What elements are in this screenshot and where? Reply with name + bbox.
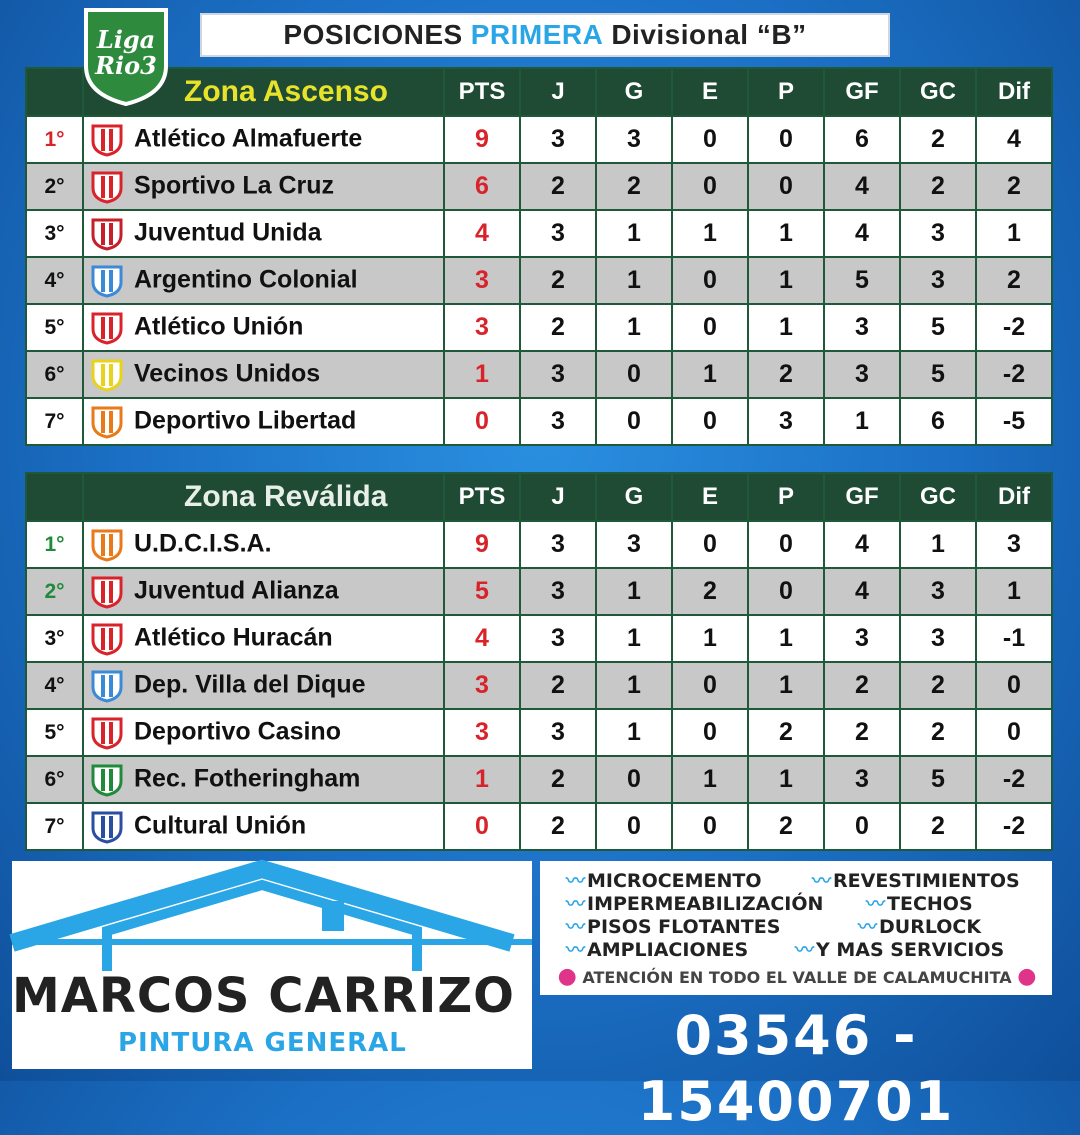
team-name: Deportivo Libertad bbox=[134, 406, 357, 435]
team-name: Sportivo La Cruz bbox=[134, 171, 335, 200]
team-name: Deportivo Casino bbox=[134, 717, 341, 746]
brush-icon: 〰 bbox=[566, 870, 586, 892]
goal-diff-cell: -5 bbox=[976, 398, 1052, 445]
pts-cell: 0 bbox=[444, 398, 520, 445]
col-p: P bbox=[748, 473, 824, 521]
played-cell: 3 bbox=[520, 210, 596, 257]
lost-cell: 3 bbox=[748, 398, 824, 445]
won-cell: 1 bbox=[596, 304, 672, 351]
goal-diff-cell: 2 bbox=[976, 257, 1052, 304]
table-row bbox=[26, 709, 1052, 756]
team-crest-icon bbox=[90, 405, 124, 439]
ad-phone-number: 03546 - 15400701 bbox=[637, 1004, 955, 1133]
position-cell: 7° bbox=[26, 398, 83, 445]
ad-business-name: MARCOS CARRIZO bbox=[12, 968, 515, 1024]
won-cell: 1 bbox=[596, 210, 672, 257]
won-cell: 1 bbox=[596, 257, 672, 304]
drawn-cell: 0 bbox=[672, 116, 748, 163]
team-name: Rec. Fotheringham bbox=[134, 764, 361, 793]
table-row bbox=[26, 257, 1052, 304]
pts-cell: 6 bbox=[444, 163, 520, 210]
col-j: J bbox=[520, 68, 596, 116]
ad-business-subtitle: PINTURA GENERAL bbox=[118, 1028, 407, 1058]
played-cell: 2 bbox=[520, 304, 596, 351]
col-gc: GC bbox=[900, 473, 976, 521]
zone-title: Zona Ascenso bbox=[83, 68, 444, 116]
table-row bbox=[26, 756, 1052, 803]
drawn-cell: 1 bbox=[672, 351, 748, 398]
goal-diff-cell: 2 bbox=[976, 163, 1052, 210]
position-cell: 1° bbox=[26, 521, 83, 568]
team-name: U.D.C.I.S.A. bbox=[134, 529, 272, 558]
lost-cell: 2 bbox=[748, 351, 824, 398]
service-item: 〰 Y MAS SERVICIOS bbox=[795, 939, 1005, 961]
won-cell: 0 bbox=[596, 351, 672, 398]
lost-cell: 2 bbox=[748, 709, 824, 756]
team-crest-icon bbox=[90, 528, 124, 562]
title-part1: POSICIONES bbox=[283, 19, 463, 50]
lost-cell: 1 bbox=[748, 257, 824, 304]
played-cell: 2 bbox=[520, 163, 596, 210]
played-cell: 2 bbox=[520, 756, 596, 803]
goal-diff-cell: -2 bbox=[976, 304, 1052, 351]
played-cell: 3 bbox=[520, 521, 596, 568]
brush-icon: 〰 bbox=[566, 916, 586, 938]
zone-title: Zona Reválida bbox=[83, 473, 444, 521]
service-item: 〰 REVESTIMIENTOS bbox=[812, 870, 1020, 892]
service-item: 〰 IMPERMEABILIZACIÓN bbox=[566, 893, 824, 915]
table-row bbox=[26, 163, 1052, 210]
table-row bbox=[26, 521, 1052, 568]
drawn-cell: 1 bbox=[672, 210, 748, 257]
goals-against-cell: 3 bbox=[900, 257, 976, 304]
team-cell bbox=[83, 398, 444, 445]
brush-icon: 〰 bbox=[795, 939, 815, 961]
goals-against-cell: 6 bbox=[900, 398, 976, 445]
pts-cell: 9 bbox=[444, 521, 520, 568]
lost-cell: 2 bbox=[748, 803, 824, 850]
lost-cell: 1 bbox=[748, 756, 824, 803]
pts-cell: 1 bbox=[444, 351, 520, 398]
goals-for-cell: 3 bbox=[824, 615, 900, 662]
goals-against-cell: 3 bbox=[900, 615, 976, 662]
col-dif: Dif bbox=[976, 473, 1052, 521]
goals-for-cell: 3 bbox=[824, 756, 900, 803]
pts-cell: 0 bbox=[444, 803, 520, 850]
played-cell: 2 bbox=[520, 662, 596, 709]
team-name: Juventud Unida bbox=[134, 218, 322, 247]
drawn-cell: 0 bbox=[672, 257, 748, 304]
goals-for-cell: 2 bbox=[824, 662, 900, 709]
lost-cell: 0 bbox=[748, 521, 824, 568]
goals-for-cell: 0 bbox=[824, 803, 900, 850]
lost-cell: 0 bbox=[748, 116, 824, 163]
table-row bbox=[26, 398, 1052, 445]
drawn-cell: 0 bbox=[672, 398, 748, 445]
service-item: 〰 DURLOCK bbox=[858, 916, 982, 938]
won-cell: 0 bbox=[596, 803, 672, 850]
won-cell: 1 bbox=[596, 662, 672, 709]
lost-cell: 1 bbox=[748, 304, 824, 351]
position-cell: 3° bbox=[26, 210, 83, 257]
team-cell bbox=[83, 521, 444, 568]
pts-cell: 9 bbox=[444, 116, 520, 163]
drawn-cell: 0 bbox=[672, 709, 748, 756]
brush-icon: 〰 bbox=[866, 893, 886, 915]
played-cell: 3 bbox=[520, 351, 596, 398]
played-cell: 3 bbox=[520, 615, 596, 662]
goals-for-cell: 4 bbox=[824, 163, 900, 210]
team-crest-icon bbox=[90, 810, 124, 844]
table-row bbox=[26, 210, 1052, 257]
position-cell: 4° bbox=[26, 257, 83, 304]
brush-icon: 〰 bbox=[812, 870, 832, 892]
goals-against-cell: 2 bbox=[900, 662, 976, 709]
played-cell: 2 bbox=[520, 257, 596, 304]
pts-cell: 3 bbox=[444, 257, 520, 304]
played-cell: 3 bbox=[520, 568, 596, 615]
col-gf: GF bbox=[824, 68, 900, 116]
brush-icon: 〰 bbox=[566, 893, 586, 915]
position-cell: 5° bbox=[26, 304, 83, 351]
team-crest-icon bbox=[90, 575, 124, 609]
brush-icon: 〰 bbox=[566, 939, 586, 961]
pts-cell: 4 bbox=[444, 210, 520, 257]
drawn-cell: 0 bbox=[672, 803, 748, 850]
team-cell bbox=[83, 615, 444, 662]
won-cell: 0 bbox=[596, 756, 672, 803]
goal-diff-cell: 3 bbox=[976, 521, 1052, 568]
col-e: E bbox=[672, 68, 748, 116]
goal-diff-cell: -2 bbox=[976, 803, 1052, 850]
position-cell: 6° bbox=[26, 351, 83, 398]
col-e: E bbox=[672, 473, 748, 521]
position-cell: 1° bbox=[26, 116, 83, 163]
pts-cell: 3 bbox=[444, 304, 520, 351]
pts-cell: 5 bbox=[444, 568, 520, 615]
team-name: Argentino Colonial bbox=[134, 265, 358, 294]
won-cell: 0 bbox=[596, 398, 672, 445]
col-pts: PTS bbox=[444, 473, 520, 521]
position-cell: 7° bbox=[26, 803, 83, 850]
team-cell bbox=[83, 351, 444, 398]
title-accent: PRIMERA bbox=[470, 19, 604, 50]
team-name: Atlético Almafuerte bbox=[134, 124, 363, 153]
pts-cell: 4 bbox=[444, 615, 520, 662]
goals-against-cell: 2 bbox=[900, 116, 976, 163]
goals-against-cell: 5 bbox=[900, 304, 976, 351]
lost-cell: 0 bbox=[748, 568, 824, 615]
goals-against-cell: 2 bbox=[900, 709, 976, 756]
position-cell: 5° bbox=[26, 709, 83, 756]
team-crest-icon bbox=[90, 669, 124, 703]
goals-against-cell: 3 bbox=[900, 568, 976, 615]
lost-cell: 0 bbox=[748, 163, 824, 210]
team-cell bbox=[83, 803, 444, 850]
team-cell bbox=[83, 568, 444, 615]
goal-diff-cell: 0 bbox=[976, 662, 1052, 709]
played-cell: 3 bbox=[520, 116, 596, 163]
team-cell bbox=[83, 304, 444, 351]
team-name: Vecinos Unidos bbox=[134, 359, 321, 388]
team-crest-icon bbox=[90, 264, 124, 298]
team-cell bbox=[83, 257, 444, 304]
team-cell bbox=[83, 662, 444, 709]
table-header-row bbox=[26, 473, 1052, 521]
ad-service-area bbox=[552, 964, 1042, 989]
won-cell: 3 bbox=[596, 521, 672, 568]
goal-diff-cell: -2 bbox=[976, 351, 1052, 398]
service-item: 〰 MICROCEMENTO bbox=[566, 870, 762, 892]
team-cell bbox=[83, 210, 444, 257]
brush-icon: 〰 bbox=[858, 916, 878, 938]
team-cell bbox=[83, 163, 444, 210]
lost-cell: 1 bbox=[748, 210, 824, 257]
team-crest-icon bbox=[90, 311, 124, 345]
service-item: 〰 AMPLIACIONES bbox=[566, 939, 749, 961]
liga-rio3-logo bbox=[78, 6, 174, 106]
goals-against-cell: 2 bbox=[900, 163, 976, 210]
page-title bbox=[200, 13, 890, 57]
lost-cell: 1 bbox=[748, 662, 824, 709]
goal-diff-cell: 0 bbox=[976, 709, 1052, 756]
team-cell bbox=[83, 709, 444, 756]
table-row bbox=[26, 615, 1052, 662]
service-area-text: ATENCIÓN EN TODO EL VALLE DE CALAMUCHITA bbox=[582, 968, 1012, 987]
goals-for-cell: 3 bbox=[824, 351, 900, 398]
drawn-cell: 1 bbox=[672, 615, 748, 662]
position-cell: 2° bbox=[26, 568, 83, 615]
team-cell bbox=[83, 756, 444, 803]
house-roof-icon bbox=[12, 861, 532, 971]
table-row bbox=[26, 116, 1052, 163]
goals-for-cell: 4 bbox=[824, 521, 900, 568]
team-name: Atlético Huracán bbox=[134, 623, 333, 652]
team-crest-icon bbox=[90, 358, 124, 392]
position-cell: 6° bbox=[26, 756, 83, 803]
position-cell: 3° bbox=[26, 615, 83, 662]
won-cell: 3 bbox=[596, 116, 672, 163]
drawn-cell: 0 bbox=[672, 304, 748, 351]
goals-for-cell: 2 bbox=[824, 709, 900, 756]
goals-for-cell: 5 bbox=[824, 257, 900, 304]
col-p: P bbox=[748, 68, 824, 116]
team-name: Cultural Unión bbox=[134, 811, 307, 840]
goals-for-cell: 6 bbox=[824, 116, 900, 163]
standings-table-ascenso bbox=[25, 67, 1052, 446]
table-header-row bbox=[26, 68, 1052, 116]
position-cell: 4° bbox=[26, 662, 83, 709]
team-crest-icon bbox=[90, 170, 124, 204]
drawn-cell: 0 bbox=[672, 521, 748, 568]
location-pin-icon: ● bbox=[557, 964, 577, 989]
title-part2: Divisional “B” bbox=[611, 19, 807, 50]
svg-text:Liga: Liga bbox=[96, 25, 156, 54]
team-crest-icon bbox=[90, 123, 124, 157]
service-item: 〰 TECHOS bbox=[866, 893, 973, 915]
drawn-cell: 2 bbox=[672, 568, 748, 615]
drawn-cell: 0 bbox=[672, 662, 748, 709]
header-blank bbox=[26, 473, 83, 521]
won-cell: 1 bbox=[596, 709, 672, 756]
goals-against-cell: 5 bbox=[900, 351, 976, 398]
standings-table-revalida bbox=[25, 472, 1052, 851]
goal-diff-cell: 1 bbox=[976, 210, 1052, 257]
team-crest-icon bbox=[90, 217, 124, 251]
goal-diff-cell: 1 bbox=[976, 568, 1052, 615]
team-crest-icon bbox=[90, 763, 124, 797]
goals-for-cell: 1 bbox=[824, 398, 900, 445]
col-gf: GF bbox=[824, 473, 900, 521]
pts-cell: 3 bbox=[444, 662, 520, 709]
team-name: Juventud Alianza bbox=[134, 576, 339, 605]
won-cell: 2 bbox=[596, 163, 672, 210]
col-g: G bbox=[596, 68, 672, 116]
won-cell: 1 bbox=[596, 568, 672, 615]
pts-cell: 1 bbox=[444, 756, 520, 803]
position-cell: 2° bbox=[26, 163, 83, 210]
lost-cell: 1 bbox=[748, 615, 824, 662]
goals-for-cell: 3 bbox=[824, 304, 900, 351]
col-gc: GC bbox=[900, 68, 976, 116]
pts-cell: 3 bbox=[444, 709, 520, 756]
team-cell bbox=[83, 116, 444, 163]
table-row bbox=[26, 351, 1052, 398]
played-cell: 3 bbox=[520, 709, 596, 756]
header-blank bbox=[26, 68, 83, 116]
goals-against-cell: 1 bbox=[900, 521, 976, 568]
drawn-cell: 1 bbox=[672, 756, 748, 803]
goals-for-cell: 4 bbox=[824, 568, 900, 615]
table-row bbox=[26, 568, 1052, 615]
goals-for-cell: 4 bbox=[824, 210, 900, 257]
location-pin-icon: ● bbox=[1017, 964, 1037, 989]
col-dif: Dif bbox=[976, 68, 1052, 116]
team-name: Dep. Villa del Dique bbox=[134, 670, 366, 699]
played-cell: 2 bbox=[520, 803, 596, 850]
col-pts: PTS bbox=[444, 68, 520, 116]
team-name: Atlético Unión bbox=[134, 312, 304, 341]
goal-diff-cell: -2 bbox=[976, 756, 1052, 803]
team-crest-icon bbox=[90, 716, 124, 750]
svg-text:Rio3: Rio3 bbox=[95, 51, 157, 80]
team-crest-icon bbox=[90, 622, 124, 656]
table-row bbox=[26, 662, 1052, 709]
drawn-cell: 0 bbox=[672, 163, 748, 210]
table-row bbox=[26, 304, 1052, 351]
goals-against-cell: 2 bbox=[900, 803, 976, 850]
goals-against-cell: 5 bbox=[900, 756, 976, 803]
goals-against-cell: 3 bbox=[900, 210, 976, 257]
goal-diff-cell: 4 bbox=[976, 116, 1052, 163]
played-cell: 3 bbox=[520, 398, 596, 445]
col-j: J bbox=[520, 473, 596, 521]
won-cell: 1 bbox=[596, 615, 672, 662]
service-item: 〰 PISOS FLOTANTES bbox=[566, 916, 781, 938]
table-row bbox=[26, 803, 1052, 850]
col-g: G bbox=[596, 473, 672, 521]
goal-diff-cell: -1 bbox=[976, 615, 1052, 662]
